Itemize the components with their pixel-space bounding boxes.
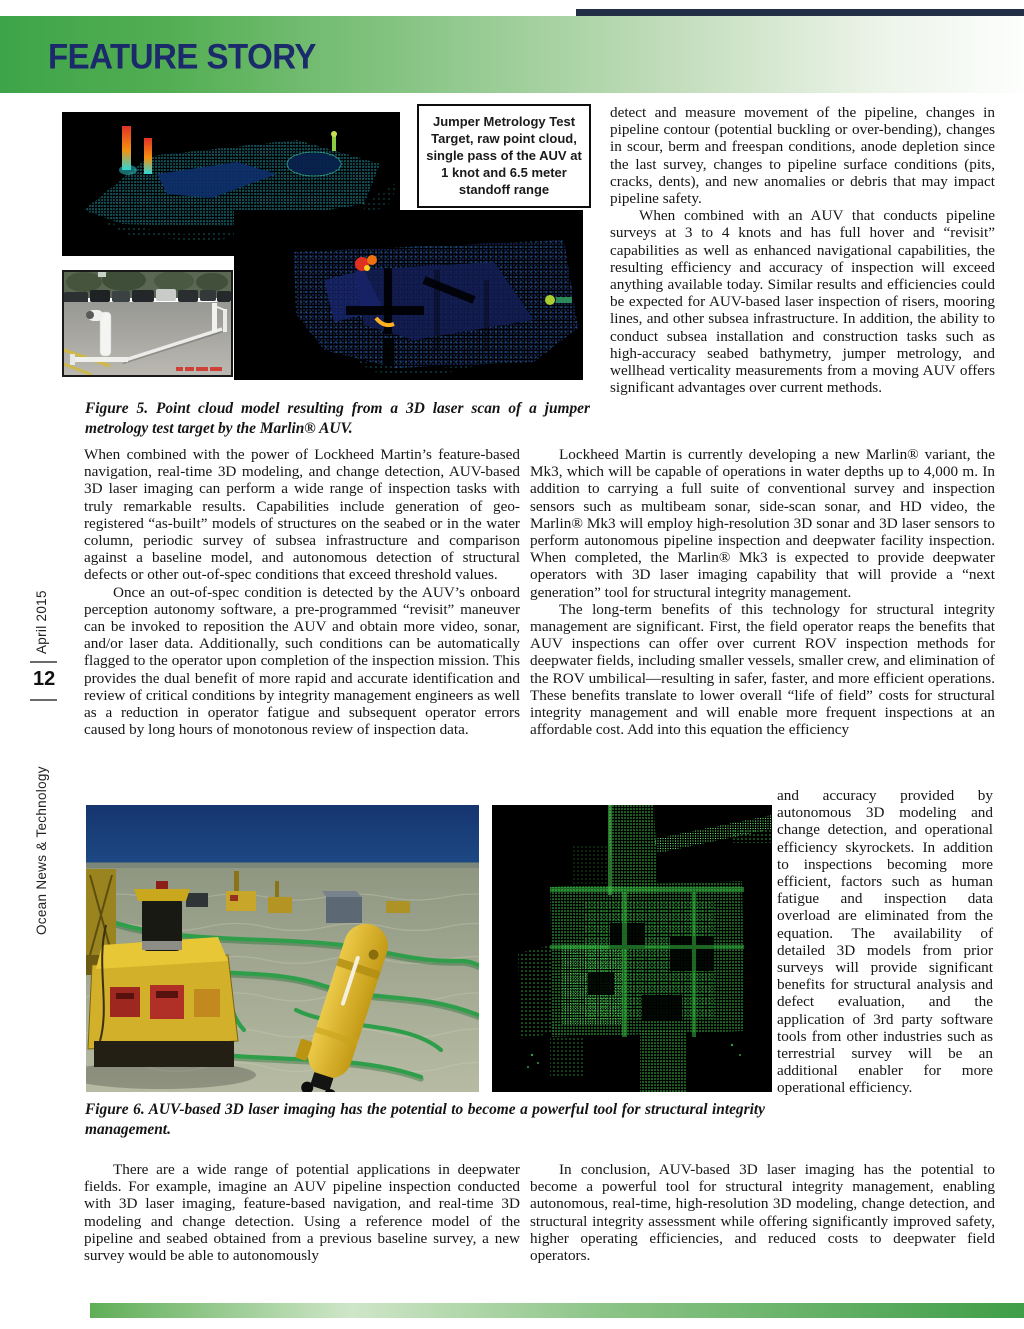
green-pointcloud-graphic [492, 805, 772, 1092]
pointcloud-side-graphic [234, 210, 583, 380]
article-col-right-lower [530, 446, 995, 738]
paragraph: When combined with the power of Lockheed Martin’s feature-based navigation, real-time 3D modeling, and change detection, AUV-based 3D laser imaging can perform a wide range of inspection tasks with truly remarkable results. Capabilities include generation of geo-registered “as-built” models of structures on the seabed or in the water column, periodic survey of subsea infrastructure and comparison against a baseline model, and autonomous detection of structural defects or other out-of-spec conditions that exceed threshold values. [84, 446, 520, 584]
paragraph: and accuracy provided by autonomous 3D modeling and change detection, and operational efficiency skyrockets. In addition to inspections becoming more efficient, factors such as human fatigue and inspection data overload are eliminated from the equation. The availability of detailed 3D models from prior surveys will provide significant benefits for structural analysis and defect evaluation, and the application of 3rd party software tools from other industries such as terrestrial survey will be an additional enabler for more operational efficiency. [777, 787, 993, 1097]
figure6-pointcloud [492, 805, 772, 1092]
figure5-photo [62, 270, 233, 377]
paragraph: When combined with an AUV that conducts pipeline surveys at 3 to 4 knots and has full hover and “revisit” capabilities as well as enhanced navigational capabilities, the resulting efficiency and accuracy of inspection will exceed anything available today. Similar results and efficiencies could be expected for AUV-based laser inspection of risers, mooring lines, and other subsea infrastructure. In addition, the ability to conduct subsea installation and construction tasks such as high-accuracy seabed bathymetry, jumper metrology, and wellhead verticality measurements from a moving AUV offers significant advantages over current methods. [610, 207, 995, 397]
sidebar-magazine-title: Ocean News & Technology [34, 766, 49, 935]
article-col-right-upper [610, 104, 995, 396]
figure5-caption: Figure 5. Point cloud model resulting from a 3D laser scan of a jumper metrology test target by the Marlin® AUV. [85, 400, 590, 437]
bottom-accent-bar [90, 1303, 1024, 1318]
bottom-col-right [530, 1161, 995, 1264]
paragraph: Once an out-of-spec condition is detected by the AUV’s onboard perception autonomy software, a pre-programmed “revisit” maneuver can be invoked to reposition the AUV and obtain more video, sonar, and/or laser data. Additionally, such conditions can be automatically flagged to the operator upon completion of the inspection mission. This provides the dual benefit of more rapid and accurate identification and review of critical conditions by integrity management engineers as well as a reduction in operator fatigue and subsequent operator errors caused by long hours of monotonous review of inspection data. [84, 583, 520, 739]
photo-timestamp [176, 367, 222, 371]
bottom-col-left [84, 1161, 520, 1264]
figure5-pointcloud-side [234, 210, 583, 380]
subsea-render-graphic [86, 805, 479, 1092]
article-col-narrow [777, 787, 993, 1097]
figure5-callout: Jumper Metrology Test Target, raw point cloud, single pass of the AUV at 1 knot and 6.5 meter standoff range [417, 104, 591, 208]
article-col-left [84, 446, 520, 738]
figure6-render [86, 805, 479, 1092]
page-title: FEATURE STORY [48, 36, 316, 76]
paragraph: detect and measure movement of the pipeline, changes in pipeline contour (potential buckling or over-bending), changes in scour, berm and freespan conditions, anode depletion since the last survey, changes to pipeline surface conditions (pits, cracks, dents), and new anomalies or debris that may impact pipeline safety. [610, 104, 995, 208]
sidebar-divider-top [30, 661, 57, 663]
figure6-caption: Figure 6. AUV-based 3D laser imaging has the potential to become a powerful tool for structural integrity management. [85, 1101, 765, 1138]
paragraph: There are a wide range of potential applications in deepwater fields. For example, imagine an AUV pipeline inspection conducted with 3D laser imaging, feature-based navigation, and real-time 3D modeling and change detection. Using a reference model of the pipeline and seabed obtained from a previous baseline survey, a new survey would be able to autonomously [84, 1161, 520, 1265]
top-accent-bar [576, 9, 1024, 16]
paragraph: The long-term benefits of this technology for structural integrity management are significant. First, the field operator reaps the benefits that AUV inspections can offer over current ROV inspection methods for deepwater fields, including smaller vessels, smaller crew, and elimination of the ROV umbilical—resulting in safer, faster, and more efficient operations. These benefits translate to lower overall “life of field” costs for structural integrity management and will enable more frequent inspections at an affordable cost. Add into this equation the efficiency [530, 600, 995, 739]
sidebar-issue: April 2015 [34, 590, 49, 654]
paragraph: In conclusion, AUV-based 3D laser imaging has the potential to become a powerful tool for structural integrity management, enabling autonomous, real-time, high-resolution 3D modeling, change detection, and structural integrity assessment while offering significantly improved safety, higher operating efficiencies, and reduced costs to deepwater field operators. [530, 1161, 995, 1265]
sidebar-page-number: 12 [33, 668, 56, 690]
test-target-photo-graphic [64, 272, 231, 375]
paragraph: Lockheed Martin is currently developing a new Marlin® variant, the Mk3, which will be capable of operations in water depths up to 4,000 m. In addition to carrying a full suite of conventional survey and inspection sensors such as multibeam sonar, side-scan sonar, and HD video, the Marlin® Mk3 will employ high-resolution 3D sonar and 3D laser sensors to perform autonomous pipeline inspection and deepwater facility inspection. When completed, the Marlin® Mk3 is expected to provide deepwater operators with 3D laser imaging capability that will provide a “next generation” tool for structural integrity management. [530, 446, 995, 601]
sidebar-divider-bottom [30, 699, 57, 701]
